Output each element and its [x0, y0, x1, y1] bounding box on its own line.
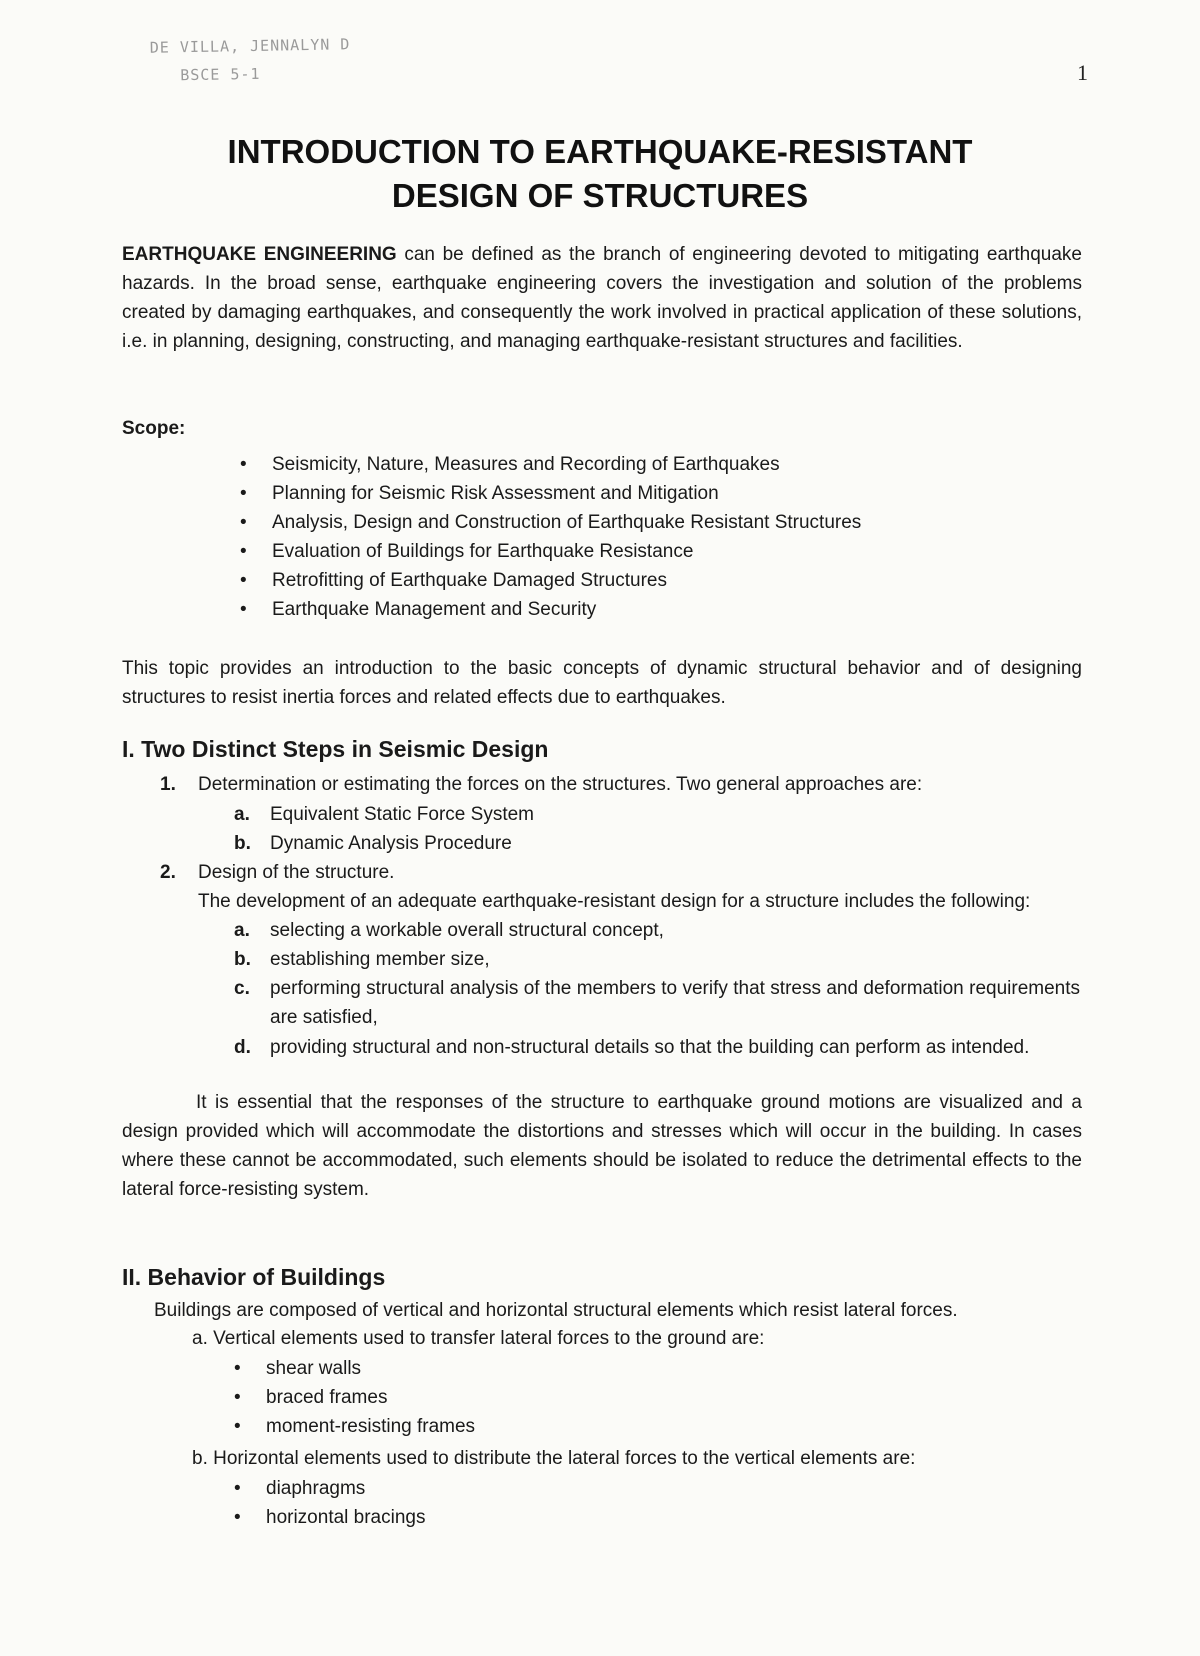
- approach-b-letter: b.: [234, 833, 251, 854]
- intro-text: can be defined as the branch of engineering devoted to mitigating earthquake hazards. In the broad sense, earthquake engineering covers the investigation and solution of the problems created by damaging earthquakes, and consequently the work involved in practical application of these solutions, i.e. in planning, designing, constructing, and managing earthquake-resistant structures and facilities.: [122, 244, 1082, 352]
- list-item: • diaphragms: [266, 1474, 425, 1503]
- section-2-heading: II. Behavior of Buildings: [122, 1264, 386, 1290]
- title-line-2: DESIGN OF STRUCTURES: [391, 177, 809, 214]
- page-number: 1: [1077, 60, 1088, 85]
- design-item-d-letter: d.: [234, 1037, 251, 1058]
- list-item: • Planning for Seismic Risk Assessment and Mitigation: [272, 479, 861, 508]
- handwritten-annotation: [150, 30, 352, 89]
- vertical-elements-label: a. Vertical elements used to transfer lateral forces to the ground are:: [192, 1328, 765, 1349]
- scope-label: Scope:: [122, 418, 186, 439]
- intro-paragraph: [122, 240, 1082, 356]
- list-item: • Evaluation of Buildings for Earthquake Resistance: [272, 537, 861, 566]
- approach-b-text: Dynamic Analysis Procedure: [270, 833, 512, 854]
- step-2-number: 2.: [160, 862, 176, 883]
- step-2-intro: The development of an adequate earthquake-resistant design for a structure includes the following:: [198, 891, 1031, 912]
- approach-a-letter: a.: [234, 804, 250, 825]
- list-item: • braced frames: [266, 1383, 475, 1412]
- section-1-heading: I. Two Distinct Steps in Seismic Design: [122, 736, 549, 762]
- design-item-c-letter: c.: [234, 978, 250, 999]
- horizontal-elements-list: [266, 1474, 425, 1532]
- scope-list: [272, 450, 861, 624]
- design-item-c-text: performing structural analysis of the members to verify that stress and deformation requirements are satisfied,: [270, 978, 1080, 1028]
- step-1-text: Determination or estimating the forces on the structures. Two general approaches are:: [198, 774, 923, 795]
- list-item: • horizontal bracings: [266, 1503, 425, 1532]
- design-item-a-letter: a.: [234, 920, 250, 941]
- page-title: [120, 130, 1080, 218]
- essential-paragraph: It is essential that the responses of the structure to earthquake ground motions are visualized and a design provided which will accommodate the distortions and stresses which will occur in the building. In cases where these cannot be accommodated, such elements should be isolated to reduce the detrimental effects to the lateral force-resisting system.: [122, 1092, 1082, 1200]
- list-item: • Analysis, Design and Construction of Earthquake Resistant Structures: [272, 508, 861, 537]
- section-2-intro: Buildings are composed of vertical and horizontal structural elements which resist lateral forces.: [154, 1300, 958, 1321]
- list-item: • Retrofitting of Earthquake Damaged Structures: [272, 566, 861, 595]
- list-item: • shear walls: [266, 1354, 475, 1383]
- approach-a-text: Equivalent Static Force System: [270, 804, 534, 825]
- horizontal-elements-label: b. Horizontal elements used to distribute the lateral forces to the vertical elements are:: [192, 1448, 916, 1469]
- list-item: • Seismicity, Nature, Measures and Recording of Earthquakes: [272, 450, 861, 479]
- list-item: • Earthquake Management and Security: [272, 595, 861, 624]
- list-item: • moment-resisting frames: [266, 1412, 475, 1441]
- design-item-b-letter: b.: [234, 949, 251, 970]
- step-1-number: 1.: [160, 774, 176, 795]
- design-item-b-text: establishing member size,: [270, 949, 490, 970]
- handwritten-name: DE VILLA, JENNALYN D: [149, 35, 351, 57]
- step-2-text: Design of the structure.: [198, 862, 395, 883]
- vertical-elements-list: [266, 1354, 475, 1441]
- title-line-1: INTRODUCTION TO EARTHQUAKE-RESISTANT: [227, 133, 973, 170]
- intro-lead: EARTHQUAKE ENGINEERING: [122, 244, 397, 265]
- design-item-d-text: providing structural and non-structural details so that the building can perform as intended.: [270, 1037, 1030, 1058]
- handwritten-section: BSCE 5-1: [180, 64, 261, 85]
- design-item-a-text: selecting a workable overall structural concept,: [270, 920, 664, 941]
- topic-paragraph: This topic provides an introduction to the basic concepts of dynamic structural behavior and of designing structures to resist inertia forces and related effects due to earthquakes.: [122, 658, 1082, 708]
